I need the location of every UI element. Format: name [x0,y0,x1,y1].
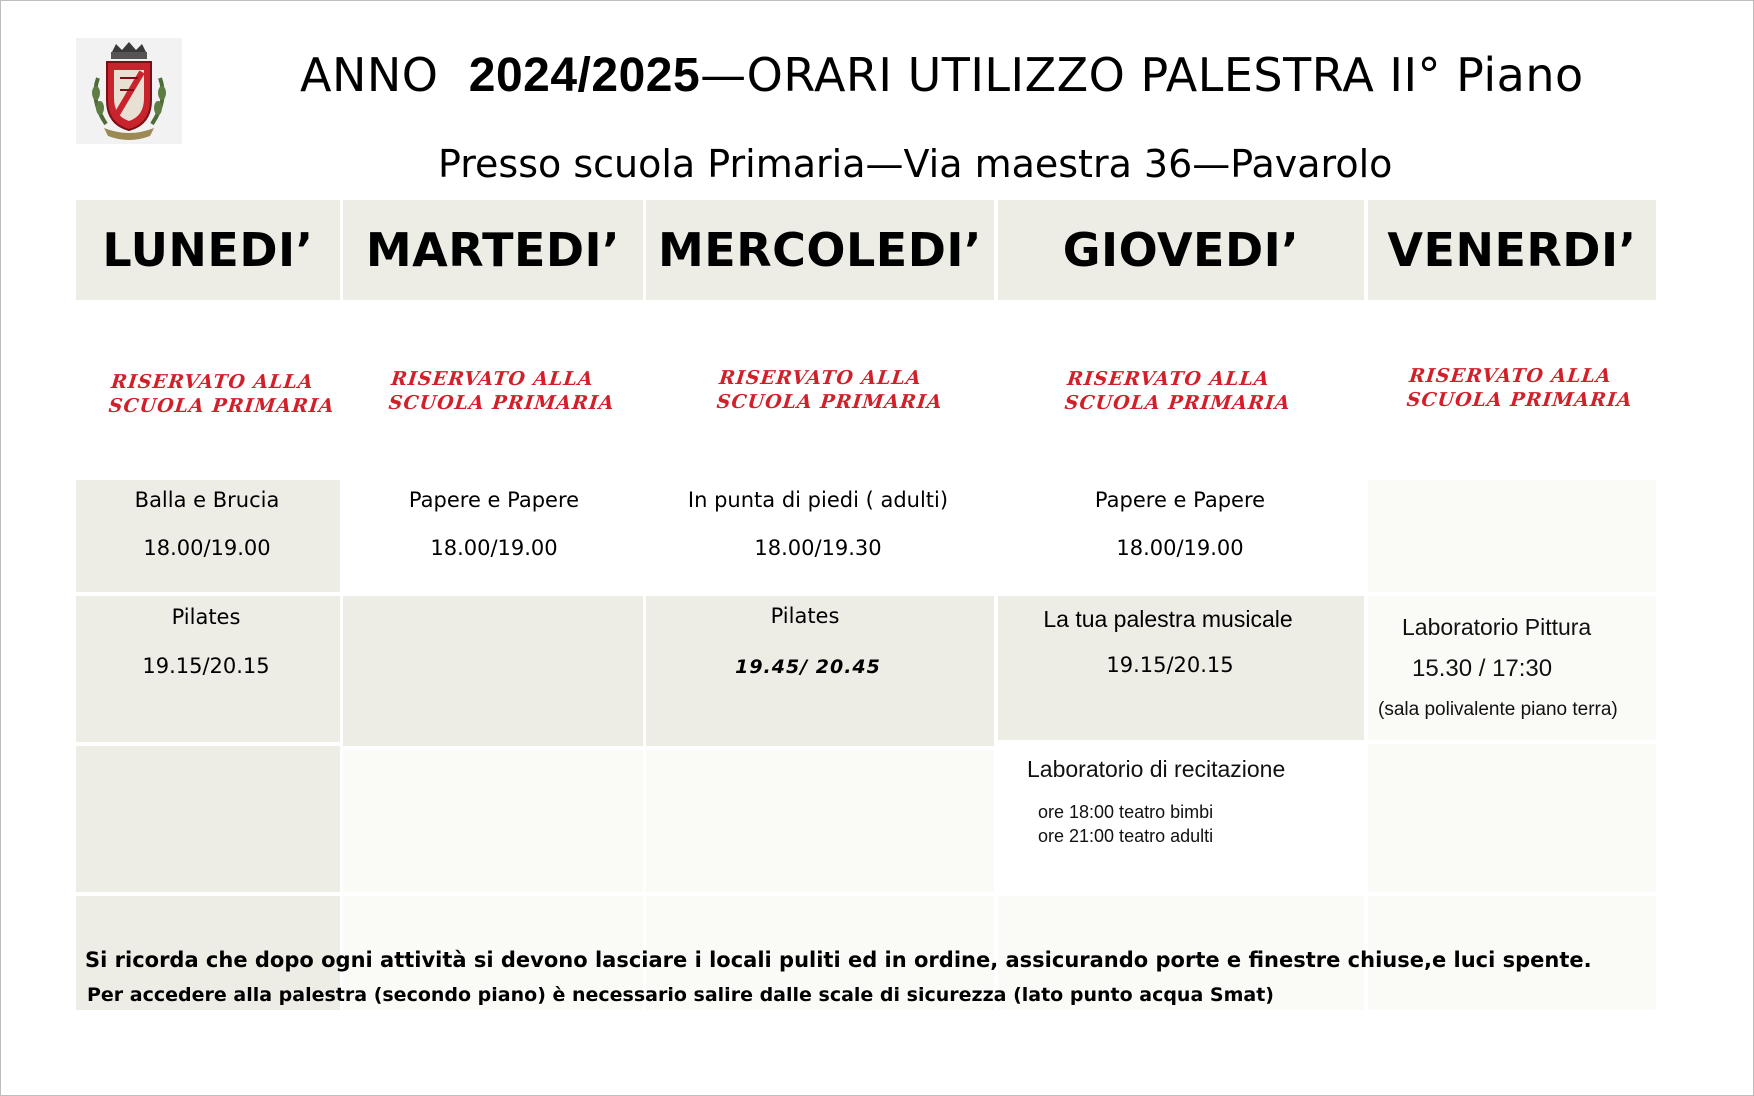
title-prefix: ANNO [300,48,439,102]
cell-row1-venerdi [1368,480,1656,592]
time-row2-giovedi: 19.15/20.15 [1106,653,1234,677]
time-row1-lunedi: 18.00/19.00 [143,536,271,560]
page-title [300,48,1584,103]
footer-note-access: Per accedere alla palestra (secondo piano) è necessario salire dalle scale di sicurezza (lato punto acqua Smat) [87,984,1274,1006]
time-row2-lunedi: 19.15/20.15 [142,654,270,678]
activity-row1-lunedi: Balla e Brucia [134,488,280,512]
activity-row2-giovedi: La tua palestra musicale [1043,606,1293,632]
reserved-label-lunedi: RISERVATO ALLA SCUOLA PRIMARIA [107,371,336,417]
title-year: 2024/2025 [468,49,701,102]
cell-row3-martedi [343,750,643,892]
cell-row3-lunedi [76,746,340,892]
activity-row1-mercoledi: In punta di piedi ( adulti) [687,488,949,512]
cell-row3-venerdi [1368,744,1656,892]
time-row1-mercoledi: 18.00/19.30 [754,536,882,560]
activity-row2-mercoledi: Pilates [770,604,840,628]
activity-row1-giovedi: Papere e Papere [1094,488,1266,512]
footer-note-cleaning: Si ricorda che dopo ogni attività si devono lasciare i locali puliti ed in ordine, assicurando porte e finestre chiuse,e luci spente. [85,948,1592,972]
day-header-mercoledi: MERCOLEDI’ [646,200,994,300]
time-row1-martedi: 18.00/19.00 [430,536,558,560]
reserved-label-giovedi: RISERVATO ALLA SCUOLA PRIMARIA [1063,368,1292,414]
cell-row3-mercoledi [646,750,994,892]
time-row1-giovedi: 18.00/19.00 [1116,536,1244,560]
day-header-lunedi: LUNEDI’ [76,200,340,300]
detail1-row3-giovedi: ore 18:00 teatro bimbi [1038,802,1214,822]
activity-row2-lunedi: Pilates [171,605,241,629]
page-subtitle: Presso scuola Primaria—Via maestra 36—Pavarolo [438,142,1393,186]
activity-row2-venerdi: Laboratorio Pittura [1402,614,1592,640]
cell-row2-martedi [343,596,643,746]
activity-row1-martedi: Papere e Papere [408,488,580,512]
day-header-martedi: MARTEDI’ [343,200,643,300]
time-row2-venerdi: 15.30 / 17:30 [1412,655,1553,682]
title-suffix: —ORARI UTILIZZO PALESTRA II° Piano [700,48,1584,102]
note-row2-venerdi: (sala polivalente piano terra) [1378,699,1618,720]
reserved-label-mercoledi: RISERVATO ALLA SCUOLA PRIMARIA [715,367,944,413]
reserved-label-martedi: RISERVATO ALLA SCUOLA PRIMARIA [387,368,616,414]
day-header-giovedi: GIOVEDI’ [998,200,1364,300]
activity-row3-giovedi: Laboratorio di recitazione [1027,756,1286,782]
reserved-label-venerdi: RISERVATO ALLA SCUOLA PRIMARIA [1405,365,1634,411]
day-header-venerdi: VENERDI’ [1368,200,1656,300]
municipality-crest-logo [76,38,182,144]
detail2-row3-giovedi: ore 21:00 teatro adulti [1038,826,1214,846]
time-row2-mercoledi: 19.45/ 20.45 [735,656,881,678]
